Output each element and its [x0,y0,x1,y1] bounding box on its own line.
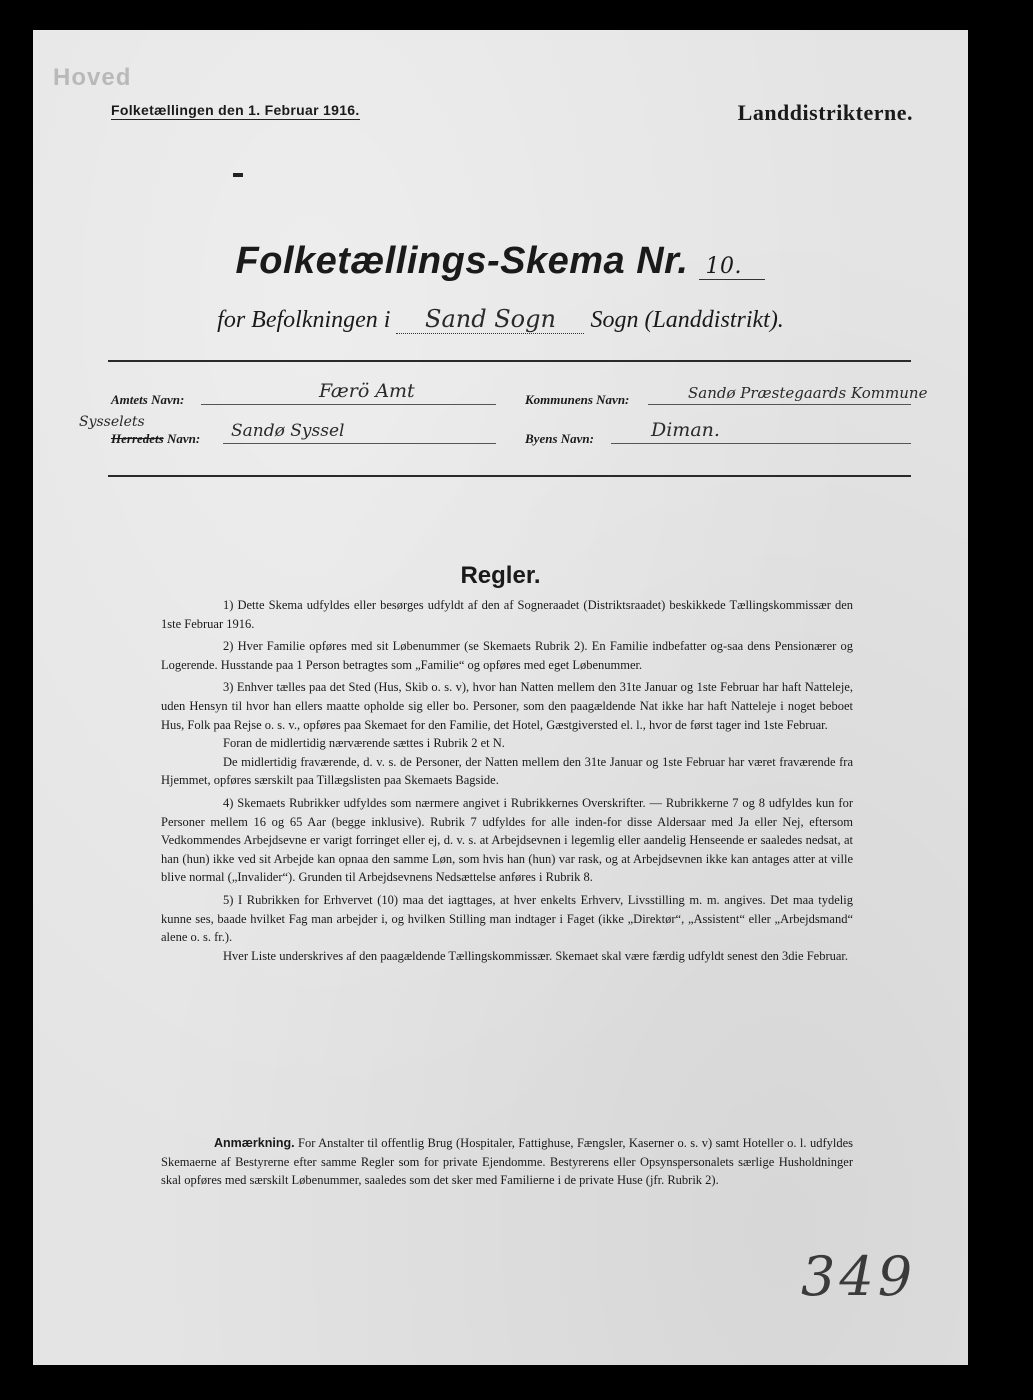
rule-3-note-present: Foran de midlertidig nærværende sættes i Rubrik 2 et N. [223,736,505,751]
bleed-through-stamp: Hoved [53,64,132,91]
annotation-label: Anmærkning. [214,1136,295,1150]
rule-3-note-absent: De midlertidig fraværende, d. v. s. de Personer, der Natten mellem den 31te Januar og 1ste Februar har været fraværende fra Hjemmet, opføres særskilt paa Tillægslisten paa Skemaets Bagside. [161,754,853,788]
rule-3: 3) Enhver tælles paa det Sted (Hus, Skib o. s. v), hvor han Natten mellem den 31te Januar og 1ste Februar har haft Natteleje, uden Hensyn til hvor han ellers maatte opholde sig eller bo. Personer, som den paagældende Nat ikke har haft Natteleje i noget beboet Hus, Folk paa Rejse o. s. v., opføres paa Skemaet for den Familie, det Hotel, Gæstgiversted el. l., hvor de først tager ind 1ste Februar. [161,680,853,732]
rule-4: 4) Skemaets Rubrikker udfyldes som nærmere angivet i Rubrikkernes Overskrifter. — Rubrikkerne 7 og 8 udfyldes kun for Personer mellem 16 og 65 Aar (begge inklusive). Rubrik 7 udfyldes for alle inden-for disse Aldersaar med Ja eller Nej, eftersom Vedkommendes Arbejdsevne er varigt forringet eller ej, d. v. s. at Arbejdsevnen i legemlig eller aandelig Henseende er saaledes nedsat, at han (hun) ikke ved sit Arbejde kan opnaa den samme Løn, som hvis han (hun) var rask, og at Arbejdsevnen ikke kan antages atter at ville blive normal („Invalider“). Grunden til Arbejdsevnens Nedsættelse anføres i Rubrik 8. [161,795,853,885]
handwritten-page-number: 349 [801,1245,917,1308]
kommune-field [648,378,928,405]
by-value: Diman. [651,419,720,441]
mid-rule [108,475,911,477]
herred-label-suffix: Navn: [166,431,201,446]
rules-list [161,596,853,969]
rules-heading: Regler. [460,562,541,589]
form-number: 10. [699,254,765,280]
rule-2: 2) Hver Familie opføres med sit Løbenummer (se Skemaets Rubrik 2). En Familie indbefatter og-saa dens Pensionærer og Logerende. Husstande paa 1 Person betragtes som „Familie“ og opføres med eget Løbenummer. [161,639,853,672]
amt-value: Færö Amt [319,380,415,402]
kommune-label: Kommunens Navn: [525,392,630,407]
rule-1: 1) Dette Skema udfyldes eller besørges udfyldt af den af Sogneraadet (Distriktsraadet) beskikkede Tællingskommissær den 1ste Februar 1916. [161,598,853,631]
by-field [611,417,911,444]
ink-mark [233,173,243,177]
rule-5: 5) I Rubrikken for Erhvervet (10) maa det iagttages, at hver enkelts Erhverv, Livsstilling m. m. angives. Det maa tydelig kunne ses, baade hvilket Fag man arbejder i, og hvilken Stilling man indtager i Faget (ikke „Direktør“, „Assistent“ eller „Arbejdsmand“ alene o. s. fr.). [161,892,853,945]
kommune-value: Sandø Præstegaards Kommune [688,384,928,402]
rule-5-signature-note: Hver Liste underskrives af den paagældende Tællingskommissær. Skemaet skal være færdig udfyldt senest den 3die Februar. [223,948,848,963]
form-title [33,240,968,283]
district-type-header: Landdistrikterne. [737,100,913,125]
sogn-value: Sand Sogn [396,305,584,334]
census-date-header: Folketællingen den 1. Februar 1916. [111,102,360,118]
herred-value: Sandø Syssel [231,421,345,441]
subtitle-suffix: Sogn (Landdistrikt). [590,307,784,333]
amt-label: Amtets Navn: [111,392,185,407]
census-form-page [33,30,968,1365]
form-title-text: Folketællings-Skema Nr. [235,240,689,282]
herred-label [111,431,200,447]
herred-correction: Sysselets [79,414,145,430]
annotation-text: For Anstalter til offentlig Brug (Hospitaler, Fattighuse, Fængsler, Kaserner o. s. v) samt Hoteller o. l. udfyldes Skemaerne af Bestyrerne efter samme Regler som for private Ejendomme. Bestyrerens eller Opsynspersonalets særlige Husholdninger skal opføres med særskilt Løbenummer, saaledes som det sker med Familierne i de private Huse (jfr. Rubrik 2). [161,1136,853,1188]
herred-field [223,417,496,444]
herred-label-struck: Herredets [111,431,164,446]
annotation-note [161,1134,853,1190]
by-label: Byens Navn: [525,431,594,446]
top-rule [108,360,911,362]
amt-field [201,378,496,405]
form-subtitle [33,305,968,334]
subtitle-prefix: for Befolkningen i [217,307,391,333]
